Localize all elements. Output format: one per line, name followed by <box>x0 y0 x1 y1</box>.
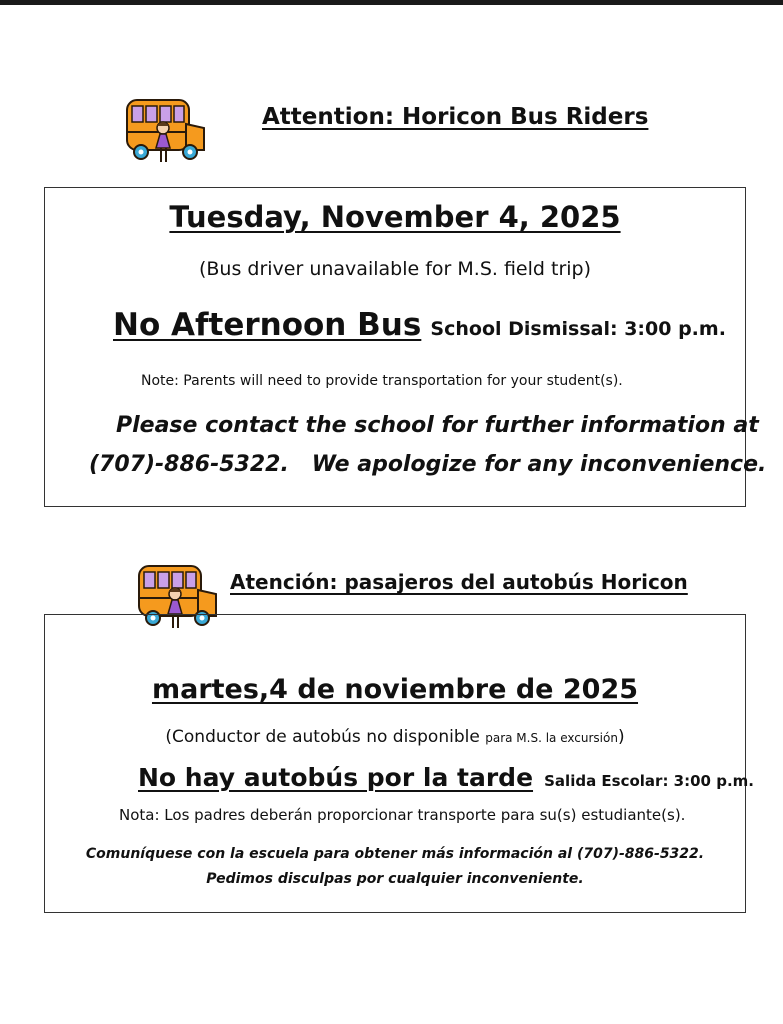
spanish-contact-line2: Pedimos disculpas por cualquier inconveniente. <box>206 871 584 887</box>
top-border <box>0 0 783 5</box>
spanish-reason-close: ) <box>617 727 625 747</box>
english-heading: Attention: Horicon Bus Riders <box>262 104 649 130</box>
spanish-reason-small: para M.S. la excursión <box>485 731 618 745</box>
spanish-reason-line <box>44 727 746 747</box>
spanish-no-bus: No hay autobús por la tarde <box>138 763 534 792</box>
spanish-dismissal: Salida Escolar: 3:00 p.m. <box>544 772 754 790</box>
english-date: Tuesday, November 4, 2025 <box>169 200 621 234</box>
english-contact-line1: Please contact the school for further information at <box>116 413 759 438</box>
spanish-heading: Atención: pasajeros del autobús Horicon <box>230 570 688 594</box>
english-no-bus: No Afternoon Bus <box>113 307 422 343</box>
spanish-reason-main: (Conductor de autobús no disponible <box>165 727 480 747</box>
english-dismissal: School Dismissal: 3:00 p.m. <box>430 318 726 340</box>
spanish-date: martes,4 de noviembre de 2025 <box>151 674 639 705</box>
spanish-no-bus-line <box>138 763 754 792</box>
english-reason: (Bus driver unavailable for M.S. field trip) <box>198 258 592 280</box>
english-contact-line2: (707)-886-5322. We apologize for any inconvenience. <box>89 452 767 477</box>
spanish-contact-line1: Comuníquese con la escuela para obtener más información al (707)-886-5322. <box>85 846 705 862</box>
spanish-note: Nota: Los padres deberán proporcionar transporte para su(s) estudiante(s). <box>119 806 686 824</box>
english-note: Note: Parents will need to provide transportation for your student(s). <box>141 373 623 389</box>
english-no-bus-line <box>113 307 726 343</box>
school-bus-icon <box>124 96 208 168</box>
